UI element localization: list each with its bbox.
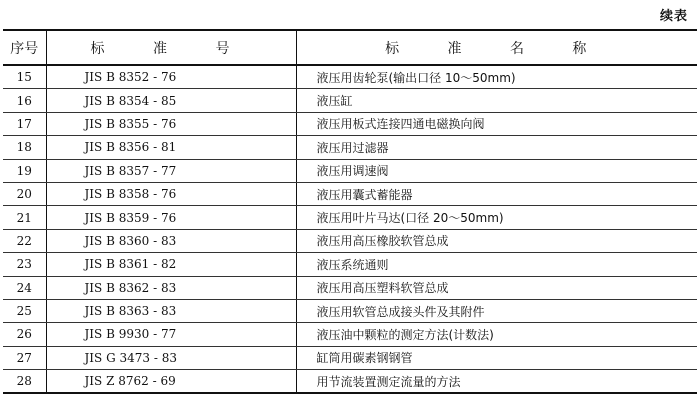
- row-standard-name-cell: 液压用齿轮泵(输出口径 10～50mm): [296, 65, 697, 89]
- row-index-cell: 15: [3, 65, 46, 89]
- table-body: [3, 65, 697, 393]
- standards-table: [3, 29, 697, 394]
- table-row: [3, 136, 697, 159]
- table-row: [3, 346, 697, 369]
- row-standard-name-cell: 液压缸: [296, 89, 697, 112]
- row-standard-number-cell: JIS B 8363 - 83: [46, 299, 296, 322]
- row-standard-number-cell: JIS B 8359 - 76: [46, 206, 296, 229]
- row-standard-name-cell: 液压油中颗粒的测定方法(计数法): [296, 323, 697, 346]
- row-index-cell: 18: [3, 136, 46, 159]
- row-standard-name-cell: 缸筒用碳素钢钢管: [296, 346, 697, 369]
- row-index-cell: 26: [3, 323, 46, 346]
- row-index-cell: 25: [3, 299, 46, 322]
- table-row: [3, 65, 697, 89]
- row-standard-number-cell: JIS B 8362 - 83: [46, 276, 296, 299]
- header-standard-number: 标 准 号: [46, 30, 296, 65]
- table-row: [3, 159, 697, 182]
- table-row: [3, 276, 697, 299]
- row-index-cell: 27: [3, 346, 46, 369]
- row-index-cell: 28: [3, 370, 46, 394]
- row-standard-number-cell: JIS Z 8762 - 69: [46, 370, 296, 394]
- row-standard-name-cell: 用节流装置测定流量的方法: [296, 370, 697, 394]
- row-standard-number-cell: JIS B 9930 - 77: [46, 323, 296, 346]
- row-standard-name-cell: 液压用叶片马达(口径 20～50mm): [296, 206, 697, 229]
- header-standard-name: 标 准 名 称: [296, 30, 697, 65]
- row-standard-name-cell: 液压用过滤器: [296, 136, 697, 159]
- table-row: [3, 112, 697, 135]
- header-index: 序号: [3, 30, 46, 65]
- row-standard-name-cell: 液压用调速阀: [296, 159, 697, 182]
- row-standard-number-cell: JIS B 8352 - 76: [46, 65, 296, 89]
- table-row: [3, 229, 697, 252]
- table-row: [3, 299, 697, 322]
- row-standard-number-cell: JIS B 8356 - 81: [46, 136, 296, 159]
- table-row: [3, 206, 697, 229]
- row-standard-name-cell: 液压用高压橡胶软管总成: [296, 229, 697, 252]
- table-row: [3, 253, 697, 276]
- row-standard-name-cell: 液压用囊式蓄能器: [296, 182, 697, 205]
- row-index-cell: 23: [3, 253, 46, 276]
- row-index-cell: 22: [3, 229, 46, 252]
- continued-table-label: 续表: [659, 9, 688, 24]
- row-index-cell: 24: [3, 276, 46, 299]
- row-index-cell: 17: [3, 112, 46, 135]
- row-standard-name-cell: 液压用软管总成接头件及其附件: [296, 299, 697, 322]
- table-row: [3, 182, 697, 205]
- row-standard-name-cell: 液压系统通则: [296, 253, 697, 276]
- row-index-cell: 21: [3, 206, 46, 229]
- row-standard-number-cell: JIS B 8361 - 82: [46, 253, 296, 276]
- row-index-cell: 16: [3, 89, 46, 112]
- table-header: [3, 30, 697, 65]
- row-standard-number-cell: JIS B 8355 - 76: [46, 112, 296, 135]
- table-row: [3, 323, 697, 346]
- row-standard-number-cell: JIS B 8357 - 77: [46, 159, 296, 182]
- header-row: [3, 30, 697, 65]
- row-standard-name-cell: 液压用板式连接四通电磁换向阀: [296, 112, 697, 135]
- row-standard-number-cell: JIS B 8360 - 83: [46, 229, 296, 252]
- row-index-cell: 20: [3, 182, 46, 205]
- row-index-cell: 19: [3, 159, 46, 182]
- row-standard-name-cell: 液压用高压塑料软管总成: [296, 276, 697, 299]
- row-standard-number-cell: JIS B 8354 - 85: [46, 89, 296, 112]
- row-standard-number-cell: JIS G 3473 - 83: [46, 346, 296, 369]
- table-row: [3, 89, 697, 112]
- row-standard-number-cell: JIS B 8358 - 76: [46, 182, 296, 205]
- table-row: [3, 370, 697, 394]
